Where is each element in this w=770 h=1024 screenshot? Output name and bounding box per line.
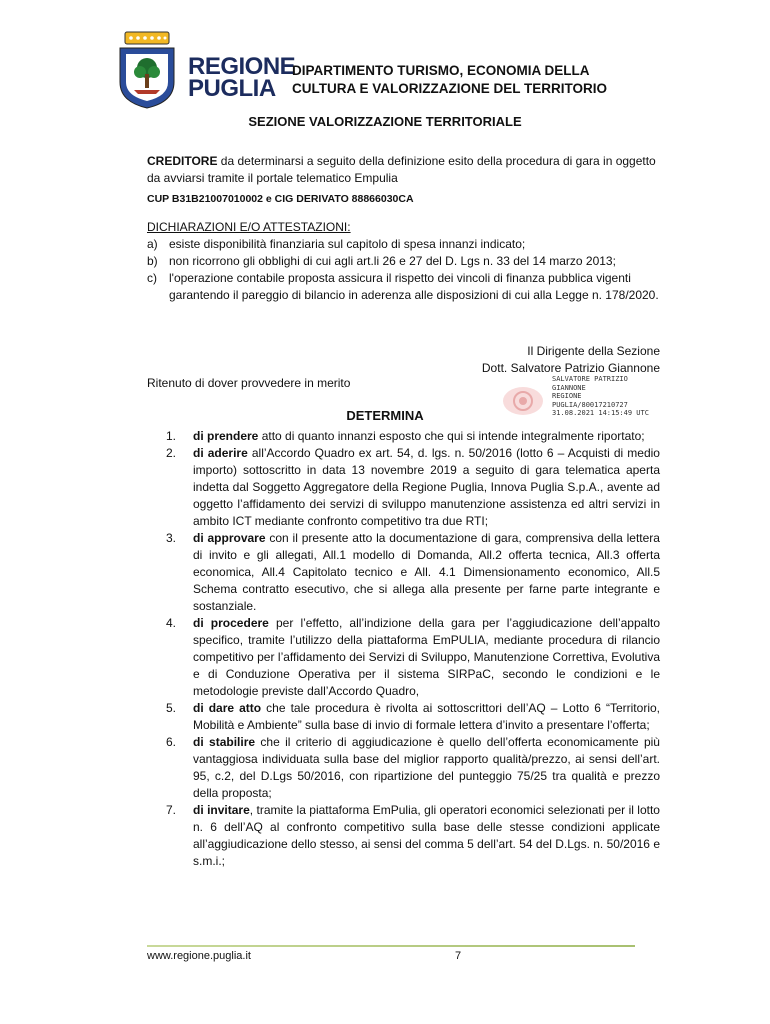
stamp-line: 31.08.2021 14:15:49 UTC: [552, 409, 649, 418]
footer-url: www.regione.puglia.it: [147, 950, 251, 962]
determina-item: [166, 700, 660, 734]
brand-line-1: REGIONE: [188, 53, 296, 80]
footer-rule: [147, 945, 635, 947]
declaration-item: [147, 253, 661, 270]
item-text: che tale procedura è rivolta ai sottoscrittori dell’AQ – Lotto 6 “Territorio, Mobilità e Ambiente” sulla base di invio di formale lettera d’invito a presentare l’offerta;: [193, 701, 660, 732]
declaration-item: [147, 270, 661, 304]
declarations-section: [147, 219, 661, 304]
item-number: 7.: [166, 803, 177, 817]
cup-cig-line: CUP B31B21007010002 e CIG DERIVATO 88866030CA: [147, 193, 414, 205]
declarations-title: DICHIARAZIONI E/O ATTESTAZIONI:: [147, 220, 351, 234]
determina-item: [166, 445, 660, 530]
ritenuto-line: Ritenuto di dover provvedere in merito: [147, 376, 351, 390]
item-verb: di dare atto: [193, 701, 262, 715]
item-number: 4.: [166, 616, 177, 630]
item-text: che il criterio di aggiudicazione è quello dell’offerta economicamente più vantaggiosa individuata sulla base del miglior rapporto qualità/prezzo, ai sensi dell’art. 95, c.2, del D.Lgs 50/2016, con ripartizione del punteggio 75/25 tra qualità e prezzo della proposta;: [193, 735, 660, 800]
department-name: [292, 62, 607, 98]
determina-list: [166, 428, 660, 870]
item-verb: di aderire: [193, 446, 248, 460]
item-number: 1.: [166, 429, 177, 443]
item-number: 3.: [166, 531, 177, 545]
creditor-paragraph: [147, 153, 661, 187]
determina-item: [166, 428, 660, 445]
department-line-2: CULTURA E VALORIZZAZIONE DEL TERRITORIO: [292, 81, 607, 96]
item-text: all’Accordo Quadro ex art. 54, d. lgs. n. 50/2016 (lotto 6 – Acquisti di medio importo) sottoscritto in data 13 novembre 2019 a seguito di gara telematica aperta indetta dal Soggetto Aggregatore della Regione Puglia, Innova Puglia S.p.A., avente ad oggetto l’affidamento dei servizi di sviluppo manutenzione assistenza ed altri servizi in ambito ICT mediante confronto competitivo tra due RTI;: [193, 446, 660, 528]
declaration-text: esiste disponibilità finanziaria sul capitolo di spesa innanzi indicato;: [169, 237, 526, 251]
item-text: per l’effetto, all’indizione della gara per l’aggiudicazione dell’appalto specifico, tramite l’utilizzo della piattaforma EmPULIA, mediante procedura di rilancio competitivo per l’affidamento dei Servizi di Sviluppo, Manutenzione Correttiva, Evolutiva e di Conduzione Operativa per il sistema SIRPaC, secondo le condizioni e le metodologie previste dall’Accordo Quadro,: [193, 616, 661, 698]
item-number: 2.: [166, 446, 177, 460]
determina-item: [166, 802, 660, 870]
item-text: atto di quanto innanzi esposto che qui si intende integralmente riportato;: [258, 429, 645, 443]
signature-role: Il Dirigente della Sezione: [527, 344, 660, 358]
declaration-marker: b): [147, 254, 158, 268]
creditor-label: CREDITORE: [147, 154, 218, 168]
determina-item: [166, 734, 660, 802]
item-verb: di invitare: [193, 803, 250, 817]
item-text: con il presente atto la documentazione di gara, comprensiva della lettera di invito e gli allegati, All.1 modello di Domanda, All.2 offerta tecnica, All.3 offerta economica, All.4 Capitolato tecnico e All. 4.1 Dimensionamento economico, All.5 Schema contratto esecutivo, che si allega alla presente per farne parte integrante e sostanziale.: [193, 531, 660, 613]
section-title: SEZIONE VALORIZZAZIONE TERRITORIALE: [248, 114, 522, 129]
determina-item: [166, 615, 660, 700]
item-verb: di procedere: [193, 616, 269, 630]
creditor-text: da determinarsi a seguito della definizione esito della procedura di gara in oggetto da avviarsi tramite il portale telematico Empulia: [147, 154, 656, 185]
declaration-item: [147, 236, 661, 253]
item-number: 5.: [166, 701, 177, 715]
item-verb: di stabilire: [193, 735, 256, 749]
signature-name: Dott. Salvatore Patrizio Giannone: [481, 361, 660, 375]
signature-block: [482, 343, 660, 377]
stamp-line: GIANNONE: [552, 383, 586, 392]
determina-item: [166, 530, 660, 615]
item-verb: di prendere: [193, 429, 259, 443]
department-line-1: DIPARTIMENTO TURISMO, ECONOMIA DELLA: [292, 63, 590, 78]
declaration-text: l'operazione contabile proposta assicura il rispetto dei vincoli di finanza pubblica vigenti garantendo il pareggio di bilancio in aderenza alle disposizioni di cui alla Legge n. 178/2020.: [169, 271, 659, 302]
brand-wordmark: [188, 53, 296, 102]
brand-line-2: PUGLIA: [188, 75, 276, 102]
declaration-marker: a): [147, 237, 158, 251]
item-number: 6.: [166, 735, 177, 749]
stamp-line: REGIONE: [552, 392, 582, 401]
declaration-text: non ricorrono gli obblighi di cui agli art.li 26 e 27 del D. Lgs n. 33 del 14 marzo 2013;: [169, 254, 616, 268]
declarations-list: [147, 236, 661, 304]
page-number: 7: [455, 950, 462, 962]
stamp-line: SALVATORE PATRIZIO: [552, 375, 628, 383]
stamp-line: PUGLIA/80017210727: [552, 400, 628, 409]
item-verb: di approvare: [193, 531, 266, 545]
item-text: , tramite la piattaforma EmPulia, gli operatori economici selezionati per il lotto n. 6 dell’AQ al confronto competitivo sulla base delle stesse condizioni applicate all’aggiudicazione dello stesso, ai sensi del comma 5 dell’art. 54 del D.Lgs. n. 50/2016 e s.m.i.;: [193, 803, 660, 868]
regione-puglia-crest-icon: [116, 30, 178, 110]
determina-title: DETERMINA: [346, 408, 424, 423]
declaration-marker: c): [147, 271, 157, 285]
